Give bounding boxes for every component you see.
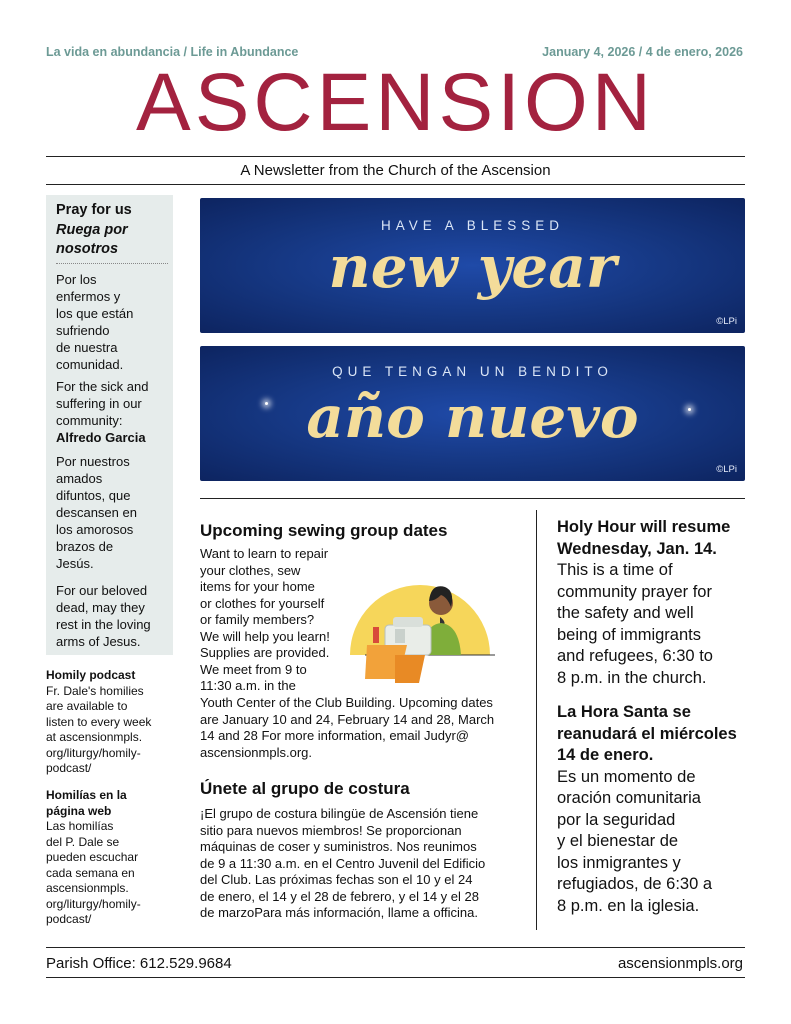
banner-en-script-text: new year: [328, 233, 617, 301]
banner-es-script-text: año nuevo: [306, 383, 639, 451]
prayer-name: Alfredo Garcia: [56, 430, 146, 445]
website-link[interactable]: ascensionmpls.org: [617, 955, 743, 972]
holy-hour-en: Holy Hour will resume Wednesday, Jan. 14. This is a time of community prayer for the safety and well being of immigrants and refugees, 6:30 to 8 p.m. in the church.: [557, 518, 731, 687]
tagline: La vida en abundancia / Life in Abundance: [46, 45, 299, 59]
sewing-heading: Upcoming sewing group dates: [200, 521, 448, 540]
prayer-sick-en: For the sick and suffering in our community: Alfredo Garcia: [56, 378, 168, 446]
section-rule: [200, 498, 745, 499]
parish-office-phone: Parish Office: 612.529.9684: [46, 955, 232, 972]
prayer-sick-es: Por los enfermos y los que están sufriendo de nuestra comunidad.: [56, 272, 134, 372]
issue-date: January 4, 2026 / 4 de enero, 2026: [542, 45, 743, 59]
prayer-heading-es-1: Ruega por: [56, 221, 128, 238]
sparkle-icon: [688, 408, 691, 411]
banner-credit: ©LPi: [716, 316, 737, 327]
footer-rule-bottom: [46, 977, 745, 978]
column-divider: [536, 510, 537, 930]
sewing-heading-es: Únete al grupo de costura: [200, 779, 410, 798]
sewing-details-es: ¡El grupo de costura bilingüe de Ascensión tiene sitio para nuevos miembros! Se proporcionan máquinas de coser y suministros. Nos reunimos de 9 a 11:30 a.m. en el Centro Juvenil del Edificio del Club. Las próximas fechas son el 10 y el 24 de enero, el 14 y el 28 de febrero, y el 14 y el 28 de marzoPara más información, llame a officina.: [200, 806, 486, 920]
prayer-heading: [56, 201, 168, 260]
homily-podcast: Homily podcast Fr. Dale's homilies are available to listen to every week at ascensionmpls. org/liturgy/homily- podcast/: [46, 668, 170, 777]
masthead-title: ASCENSION: [136, 57, 655, 148]
header-rule-bottom: [46, 184, 745, 185]
dotted-divider: [56, 263, 168, 264]
prayer-dead-en: For our beloved dead, may they rest in the loving arms of Jesus.: [56, 583, 151, 649]
prayer-heading-es-2: nosotros: [56, 241, 119, 257]
banner-credit: ©LPi: [716, 464, 737, 475]
prayer-heading-en: Pray for us: [56, 202, 132, 218]
podcast-heading-es: Homilías en la: [46, 788, 127, 802]
sewing-illustration: [345, 555, 495, 683]
newsletter-subtitle: A Newsletter from the Church of the Ascension: [240, 162, 551, 179]
prayer-dead-es: Por nuestros amados difuntos, que descansen en los amorosos brazos de Jesús.: [56, 454, 137, 571]
banner-es-top-text: QUE TENGAN UN BENDITO: [332, 364, 613, 379]
prayer-sidebar: [46, 195, 173, 655]
podcast-heading: Homily podcast: [46, 668, 136, 682]
sewing-details: Youth Center of the Club Building. Upcoming dates are January 10 and 24, February 14 and 28, March 14 and 28 For more information, email Judyr@ ascensionmpls.org.: [200, 695, 495, 760]
new-year-banner-es: [200, 346, 745, 481]
holy-hour-es: La Hora Santa se reanudará el miércoles 14 de enero. Es un momento de oración comunitaria por la seguridad y el bienestar de los inmigrantes y refugiados, de 6:30 a 8 p.m. en la iglesia.: [557, 703, 737, 915]
footer-rule-top: [46, 947, 745, 948]
banner-en-top-text: HAVE A BLESSED: [380, 218, 565, 233]
sewing-intro: Want to learn to repair your clothes, sew items for your home or clothes for yourself or family members? We will help you learn! Supplies are provided. We meet from 9 to 11:30 a.m. in the: [200, 546, 330, 693]
new-year-banner-en: [200, 198, 745, 333]
sparkle-icon: [265, 402, 268, 405]
header-rule-top: [46, 156, 745, 157]
homily-podcast-es: Homilías en la página web Las homilías del P. Dale se pueden escuchar cada semana en ascensionmpls. org/liturgy/homily- podcast/: [46, 788, 170, 928]
